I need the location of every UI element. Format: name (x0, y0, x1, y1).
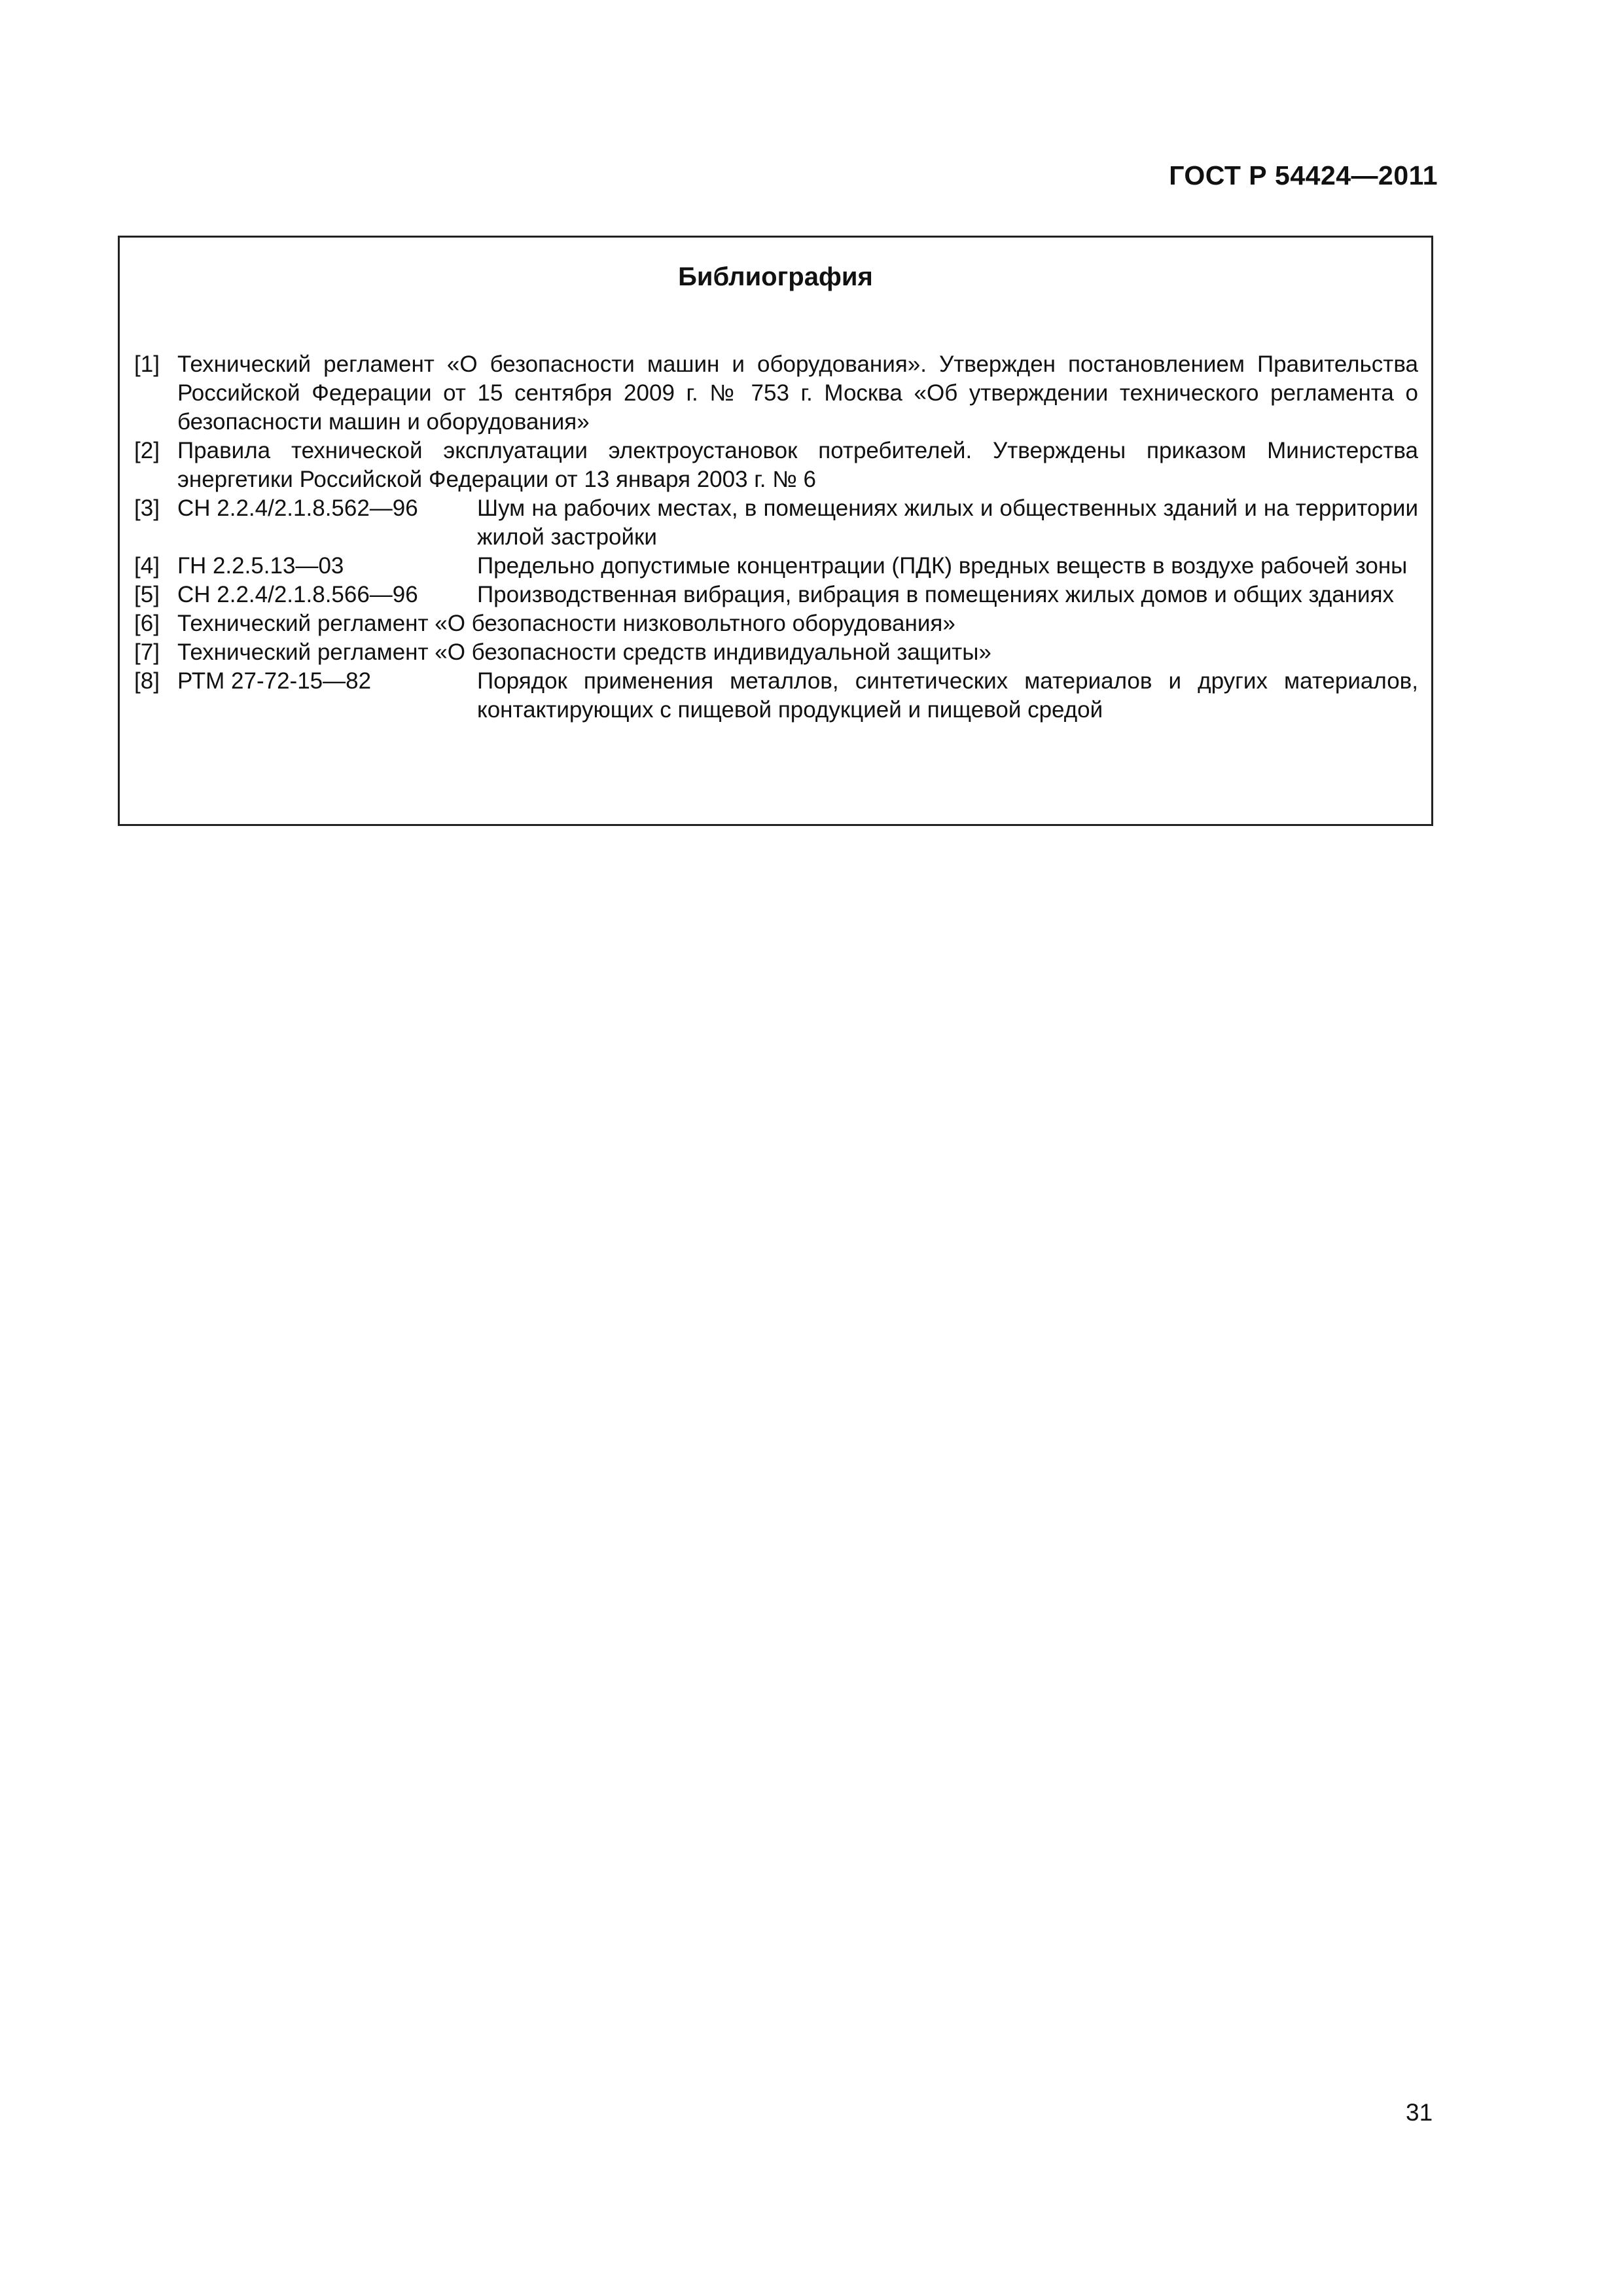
entry-number: [7] (134, 639, 160, 665)
entry-text: Технический регламент «О безопасности средств индивидуальной защиты» (177, 639, 991, 665)
bibliography-entry-7 (134, 638, 1418, 667)
bibliography-frame (118, 236, 1433, 826)
page-number: 31 (1406, 2099, 1433, 2126)
entry-number: [1] (134, 351, 160, 377)
entry-number: [6] (134, 611, 160, 636)
entry-number: [5] (134, 582, 160, 607)
entry-number: [3] (134, 495, 160, 521)
entry-code: РТМ 27-72-15—82 (177, 668, 372, 694)
entry-code: СН 2.2.4/2.1.8.566—96 (177, 582, 418, 607)
entry-text: Технический регламент «О безопасности машин и оборудования». Утвержден постановлением Правительства Российской Федерации от 15 сентября 2009 г. № 753 г. Москва «Об утверждении технического регламента о безопасности машин и оборудования» (177, 351, 1418, 435)
entry-title: Предельно допустимые концентрации (ПДК) вредных веществ в воздухе рабочей зоны (477, 553, 1408, 579)
bibliography-title: Библиография (678, 262, 873, 291)
bibliography-entry-2 (134, 437, 1418, 494)
entry-number: [2] (134, 438, 160, 463)
bibliography-entry-8 (134, 667, 1418, 725)
entry-code: ГН 2.2.5.13—03 (177, 553, 344, 579)
bibliography-entry-5 (134, 581, 1418, 609)
bibliography-entry-1 (134, 350, 1418, 437)
entry-title: Порядок применения металлов, синтетических материалов и других материалов, контактирующих с пищевой продукцией и пищевой средой (477, 668, 1418, 723)
entry-title: Шум на рабочих местах, в помещениях жилых и общественных зданий и на территории жилой застройки (477, 495, 1418, 550)
entry-text: Правила технической эксплуатации электроустановок потребителей. Утверждены приказом Министерства энергетики Российской Федерации от 13 января 2003 г. № 6 (177, 438, 1418, 492)
entry-text: Технический регламент «О безопасности низковольтного оборудования» (177, 611, 955, 636)
entry-number: [8] (134, 668, 160, 694)
bibliography-entry-6 (134, 609, 1418, 638)
bibliography-entry-4 (134, 552, 1418, 581)
entry-title: Производственная вибрация, вибрация в помещениях жилых домов и общих зданиях (477, 582, 1395, 607)
entry-number: [4] (134, 553, 160, 579)
document-code: ГОСТ Р 54424—2011 (1169, 160, 1438, 190)
bibliography-list (134, 350, 1418, 725)
bibliography-entry-3 (134, 494, 1418, 552)
entry-code: СН 2.2.4/2.1.8.562—96 (177, 495, 418, 521)
